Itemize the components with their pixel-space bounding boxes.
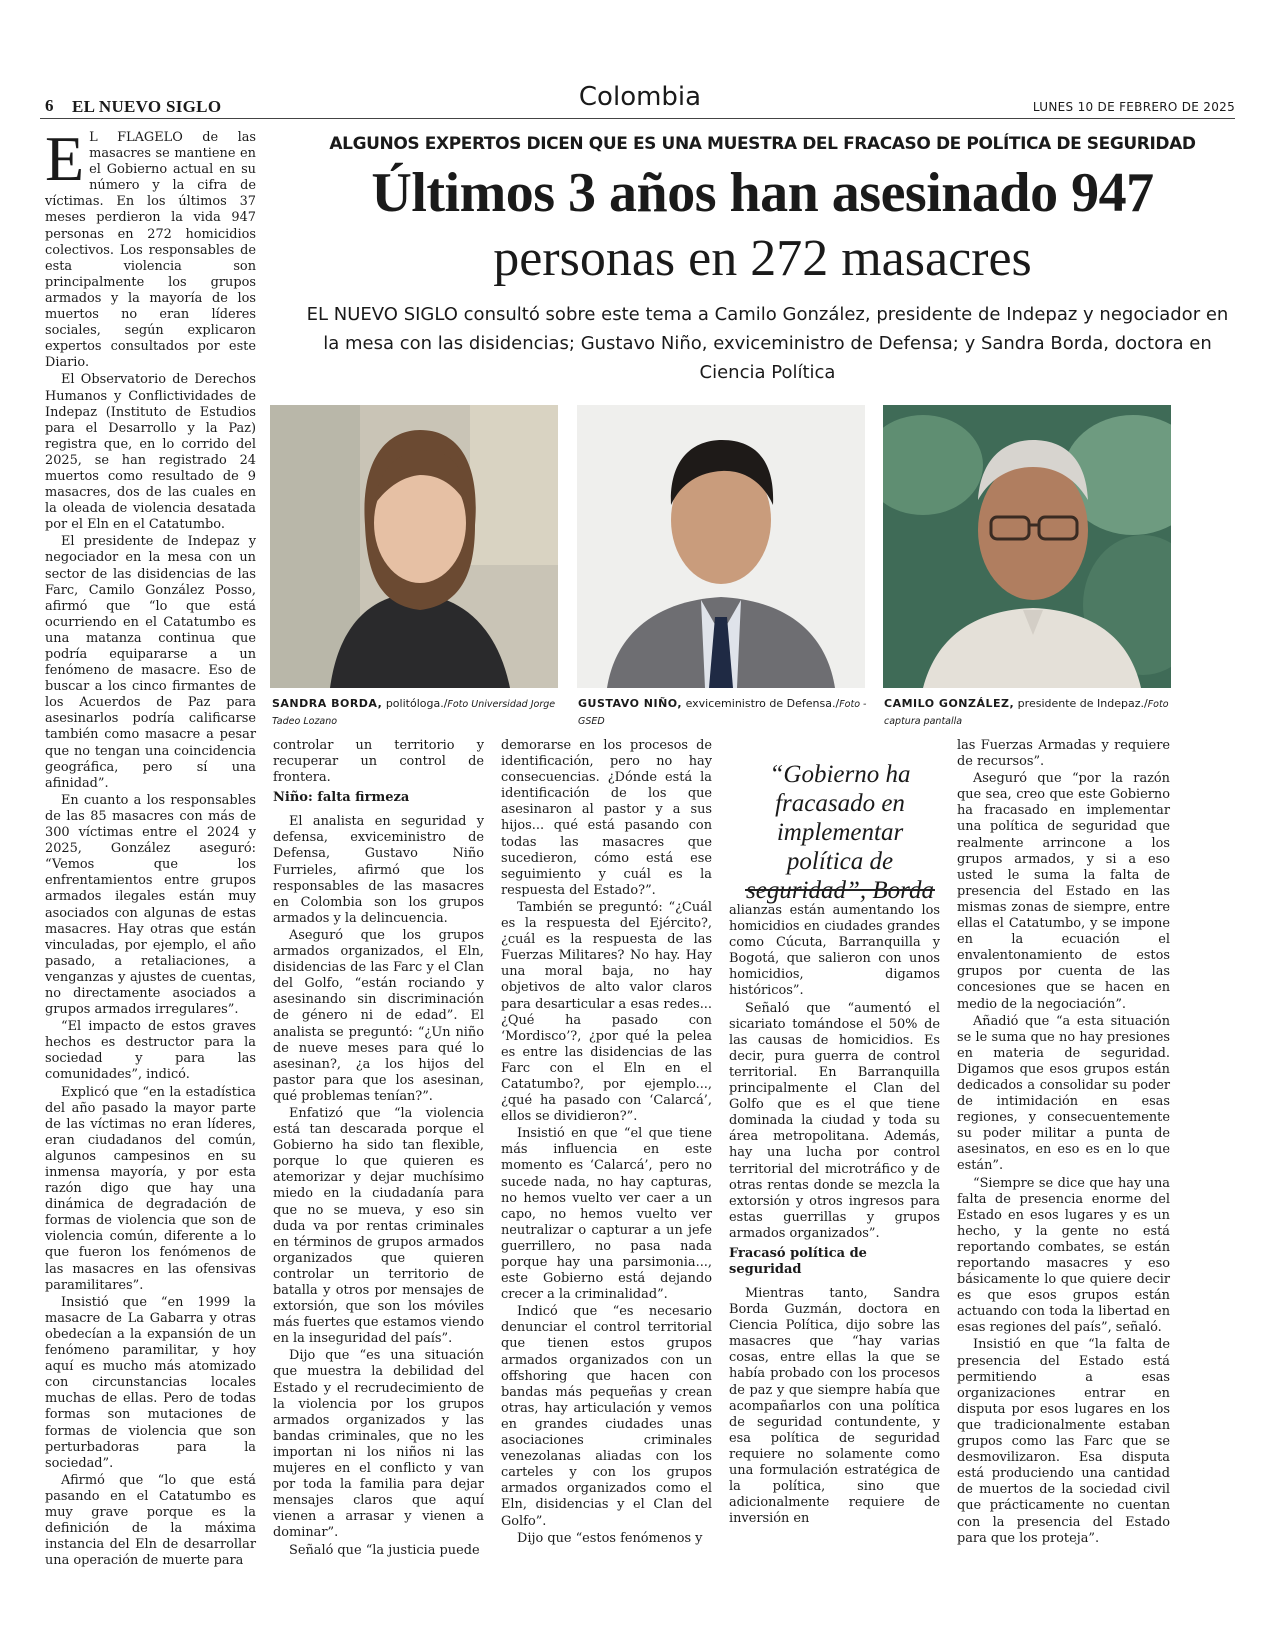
caption-sandra-borda [272,696,562,730]
headline-deck: EL NUEVO SIGLO consultó sobre este tema a Camilo González, presidente de Indepaz y negociador en la mesa con las disidencias; Gustavo Niño, exviceministro de Defensa; y Sandra Borda, doctora en Ciencia Política [306,304,1229,383]
portrait-woman-image [270,405,558,688]
page-number: 6 [45,96,54,115]
caption-name: GUSTAVO NIÑO, [578,697,683,710]
caption-name: SANDRA BORDA, [272,697,383,710]
drop-cap: E [45,123,85,194]
subhead-nino: Niño: falta firmeza [273,790,410,806]
article-paragraph: controlar un territorio y recuperar un control de frontera. [273,738,484,786]
article-column-2 [273,738,484,1560]
caption-name: CAMILO GONZÁLEZ, [884,697,1015,710]
pull-quote-rule [745,889,935,891]
article-paragraph: Dijo que “es una situación que muestra la debilidad del Estado y el recrudecimiento de la violencia por los grupos armados organizados y las bandas criminales, que no les importan ni los niños ni las mujeres en el conflicto y van por toda la familia para dejar mensajes claros que aquí vienen a arrasar y vienen a dominar”. [273,1348,484,1541]
edition-date: LUNES 10 DE FEBRERO DE 2025 [1032,100,1235,114]
article-paragraph: “El impacto de estos graves hechos es destructor para la sociedad y para las comunidades”, indicó. [45,1019,256,1083]
article-column-4 [729,903,940,1528]
caption-credit: Foto captura pantalla [884,699,1169,727]
article-paragraph: Dijo que “estos fenómenos y [517,1530,703,1546]
headline-line-1: Últimos 3 años han asesinado 947 [371,162,1154,224]
article-paragraph: alianzas están aumentando los homicidios en ciudades grandes como Cúcuta, Barranquilla y Bogotá, que salieron con unos homicidios, digamos históricos”. [729,903,940,999]
article-paragraph: Afirmó que “lo que está pasando en el Catatumbo es muy grave porque es la definición de la máxima instancia del Eln de desarrollar una operación de muerte para [45,1472,256,1569]
article-paragraph: En cuanto a los responsables de las 85 masacres con más de 300 víctimas entre el 2024 y 2025, González aseguró: “Vemos que los enfrentamientos entre grupos armados ilegales están muy asociados con algunas de estas masacres. Hay otras que están vinculadas, por ejemplo, el año pasado, a retaliaciones, a venganzas y ajustes de cuentas, no directamente asociados a grupos armados irregulares”. [45,792,256,1018]
article-paragraph: Mientras tanto, Sandra Borda Guzmán, doctora en Ciencia Política, dijo sobre las masacres que “hay varias cosas, entre ellas la que se había probado con los procesos de paz y que siempre había que acompañarlos con una política de seguridad contundente, y esa política de seguridad requiere no solamente como una formulación estratégica de la política, sino que adicionalmente requiere de inversión en [729,1285,940,1527]
article-paragraph: Insistió en que “la falta de presencia del Estado está permitiendo a esas organizaciones entrar en disputa por esos lugares en los que tradicionalmente estaban grupos como las Farc que se desmovilizaron. Esa disputa está produciendo una cantidad de muertos de la sociedad civil que prácticamente no cuentan con la presencia del Estado para que los proteja”. [957,1337,1170,1546]
article-paragraph: El Observatorio de Derechos Humanos y Conflictividades de Indepaz (Instituto de Estudios para el Desarrollo y la Paz) registra que, en lo corrido del 2025, se han registrado 24 muertos como resultado de 9 masacres, dos de las cuales en la oleada de violencia desatada por el Eln en el Catatumbo. [45,372,256,533]
article-paragraph: Señaló que “la justicia puede [289,1542,480,1558]
article-paragraph: Añadió que “a esta situación se le suma que no hay presiones en materia de seguridad. Digamos que esos grupos están dedicados a consolidar su poder de intimidación en esas regiones, y consecuentemente su poder militar a punta de asesinatos, en eso es en lo que están”. [957,1013,1170,1174]
portrait-man-suit-image [577,405,865,688]
caption-role: presidente de Indepaz./ [1014,697,1148,710]
caption-credit: Foto - GSED [578,699,867,727]
article-paragraph: Señaló que “aumentó el sicariato tomándose el 50% de las causas de homicidios. Es decir, pura guerra de control territorial. En Barranquilla principalmente el Clan del Golfo que es el que tiene dominada la ciudad y toda su área metropolitana. Además, hay una lucha por control territorial del microtráfico y de otras rentas donde se mezcla la extorsión y otros ingresos para estas guerrillas y grupos armados organizados”. [729,1000,940,1241]
article-paragraph: El analista en seguridad y defensa, exviceministro de Defensa, Gustavo Niño Furrieles, afirmó que los responsables de las masacres en Colombia son los grupos armados y la delincuencia. [273,814,484,926]
photo-camilo-gonzalez [883,405,1171,688]
article-paragraph: Indicó que “es necesario denunciar el control territorial que tienen estos grupos armados organizados con un offshoring que hacen con bandas más pequeñas y crean otras, hay articulación y vemos en grandes ciudades unas asociaciones criminales venezolanas aliadas con los carteles y con los grupos armados organizados como el Eln, disidencias y el Clan del Golfo”. [501,1304,712,1529]
article-column-3 [501,738,712,1548]
article-paragraph: demorarse en los procesos de identificación, pero no hay consecuencias. ¿Dónde está la identificación de los que asesinaron al pastor y a sus hijos... qué está pasando con todas las masacres que sucedieron, cómo está ese seguimiento y cuál es la respuesta del Estado?”. [501,738,712,898]
caption-role: politóloga./ [382,697,448,710]
article-paragraph: También se preguntó: “¿Cuál es la respuesta del Ejército?, ¿cuál es la respuesta de las Fuerzas Militares? No hay. Hay una moral baja, no hay objetivos de alto valor claros para desarticular a esas redes... ¿Qué ha pasado con ‘Mordisco’?, ¿por qué la pelea es entre las disidencias de las Farc con el Eln en el Catatumbo?, por ejemplo..., ¿qué ha pasado con ‘Calarcá’, ellos se dividieron?”. [501,899,712,1125]
caption-credit: Foto Universidad Jorge Tadeo Lozano [272,699,556,727]
article-paragraph: Aseguró que “por la razón que sea, creo que este Gobierno ha fracasado en implementar una política de seguridad que realmente arrincone a los grupos armados, y si a eso usted le suma la falta de presencia del Estado en las mismas zonas de siempre, entre ellas el Catatumbo, y se impone en la ecuación el envalentonamiento de estos grupos por cuenta de las concesiones que se hacen en medio de la negociación”. [957,771,1170,1012]
article-paragraph: Insistió que “en 1999 la masacre de La Gabarra y otras obedecían a la expansión de un fenómeno paramilitar, y hoy aquí es mucho más atomizado con circunstancias locales muchas de ellas. Pero de todas formas son mutaciones de formas de violencia que son perturbadoras para la sociedad”. [45,1294,256,1471]
section-title: Colombia [578,82,702,112]
caption-role: exviceministro de Defensa./ [682,697,840,710]
article-paragraph: “Siempre se dice que hay una falta de presencia enorme del Estado en esos lugares y es un hecho, y la gente no está reportando combates, se están reportando masacres y eso básicamente lo que quiere decir es que esos grupos están actuando con toda la libertad en esas regiones del país”, señaló. [957,1175,1170,1336]
pull-quote: “Gobierno ha fracasado en implementar política de seguridad”, Borda [746,761,934,904]
headline-kicker: ALGUNOS EXPERTOS DICEN QUE ES UNA MUESTRA DEL FRACASO DE POLÍTICA DE SEGURIDAD [329,134,1196,154]
masthead-rule [40,118,1235,119]
newspaper-brand: EL NUEVO SIGLO [72,97,222,116]
article-paragraph: Insistió en que “el que tiene más influencia en este momento es ‘Calarcá’, pero no sucede nada, no hay capturas, no hemos vuelto ver caer a un capo, no hemos vuelto ver neutralizar o capturar a un jefe guerrillero, no pasa nada porque hay una parsimonia..., este Gobierno está dejando crecer a la criminalidad”. [501,1126,712,1303]
article-paragraph: El presidente de Indepaz y negociador en la mesa con un sector de las disidencias de las Farc, Camilo González Posso, afirmó que “lo que está ocurriendo en el Catatumbo es una matanza continua que podría equipararse a un fenómeno de masacre. Eso de buscar a los cinco firmantes de los Acuerdos de Paz para asesinarlos podría calificarse también como masacre a pesar que no tengan una coincidencia geográfica, pero sí una afinidad”. [45,534,256,791]
caption-camilo-gonzalez [884,696,1176,730]
article-paragraph: Aseguró que los grupos armados organizados, el Eln, disidencias de las Farc y el Clan del Golfo, “están rociando y asesinando sin discriminación de género ni de edad”. El analista se preguntó: “¿Un niño de nueve meses para qué lo asesinan?, ¿a los hijos del pastor para que los asesinan, qué problemas tenían?”. [273,927,484,1104]
article-paragraph: Explicó que “en la estadística del año pasado la mayor parte de las víctimas no eran líderes, eran ciudadanos del común, algunos campesinos en su inmensa mayoría, y por esta razón digo que hay una dinámica de degradación de formas de violencia que son de violencia común, diferente a lo que fueron los fenómenos de las masacres en las ofensivas paramilitares”. [45,1084,256,1293]
headline-line-2: personas en 272 masacres [493,230,1032,287]
photo-gustavo-nino [577,405,865,688]
article-column-1 [45,123,256,1570]
article-paragraph: Enfatizó que “la violencia está tan descarada porque el Gobierno ha sido tan flexible, porque lo que quieren es atemorizar y dejar muchísimo miedo en la ciudadanía para que no se mueva, y eso sin duda va por rentas criminales en términos de grupos armados organizados que quieren controlar un territorio de batalla y otros por mensajes de extorsión, que son los móviles más fuertes que estamos viendo en la inseguridad del país”. [273,1105,484,1347]
article-paragraph: las Fuerzas Armadas y requiere de recursos”. [957,738,1170,770]
article-lead-paragraph: E L FLAGELO de las masacres se mantiene en el Gobierno actual en su número y la cifra de víctimas. En los últimos 37 meses perdieron la vida 947 personas en 272 homicidios colectivos. Los responsables de esta violencia son principalmente los grupos armados y la mayoría de los muertos no eran líderes sociales, según explicaron expertos consultados por este Diario. [45,123,256,371]
caption-gustavo-nino [578,696,870,730]
photo-sandra-borda [270,405,558,688]
portrait-man-glasses-image [883,405,1171,688]
subhead-borda: Fracasó política de seguridad [729,1245,867,1277]
article-column-5 [957,738,1170,1548]
